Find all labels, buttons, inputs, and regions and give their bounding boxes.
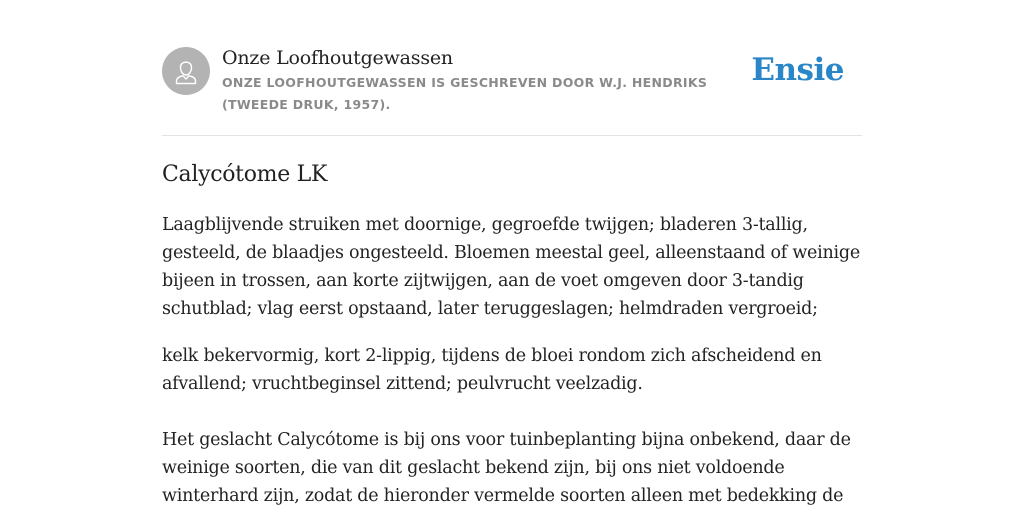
user-silhouette-icon bbox=[162, 47, 210, 95]
header-divider bbox=[162, 135, 862, 136]
paragraph-2: kelk bekervormig, kort 2-lippig, tijdens de bloei rondom zich afscheidend en afvallend; vruchtbeginsel zittend; peulvrucht veelzadig. bbox=[162, 346, 822, 394]
entry-title: Calycótome LK bbox=[162, 162, 328, 187]
source-header bbox=[162, 46, 862, 136]
paragraph-3: Het geslacht Calycótome is bij ons voor tuinbeplanting bijna onbekend, daar de weinige soorten, die van dit geslacht bekend zijn, bij ons niet voldoende winterhard zijn, zodat de hieronder vermelde soorten alleen met bedekking de bbox=[162, 430, 851, 506]
paragraph-1: Laagblijvende struiken met doornige, gegroefde twijgen; bladeren 3-tallig, gesteeld, de blaadjes ongesteeld. Bloemen meestal geel, alleenstaand of weinige bijeen in trossen, aan korte zijtwijgen, aan de voet omgeven door 3-tandig schutblad; vlag eerst opstaand, later teruggeslagen; helmdraden vergroeid; bbox=[162, 215, 860, 319]
book-title[interactable]: Onze Loofhoutgewassen bbox=[222, 47, 453, 69]
ensie-logo[interactable]: Ensie bbox=[751, 52, 844, 88]
article-body bbox=[162, 157, 862, 510]
book-description: ONZE LOOFHOUTGEWASSEN IS GESCHREVEN DOOR W.J. HENDRIKS (TWEEDE DRUK, 1957). bbox=[222, 75, 708, 112]
avatar[interactable] bbox=[162, 47, 210, 95]
